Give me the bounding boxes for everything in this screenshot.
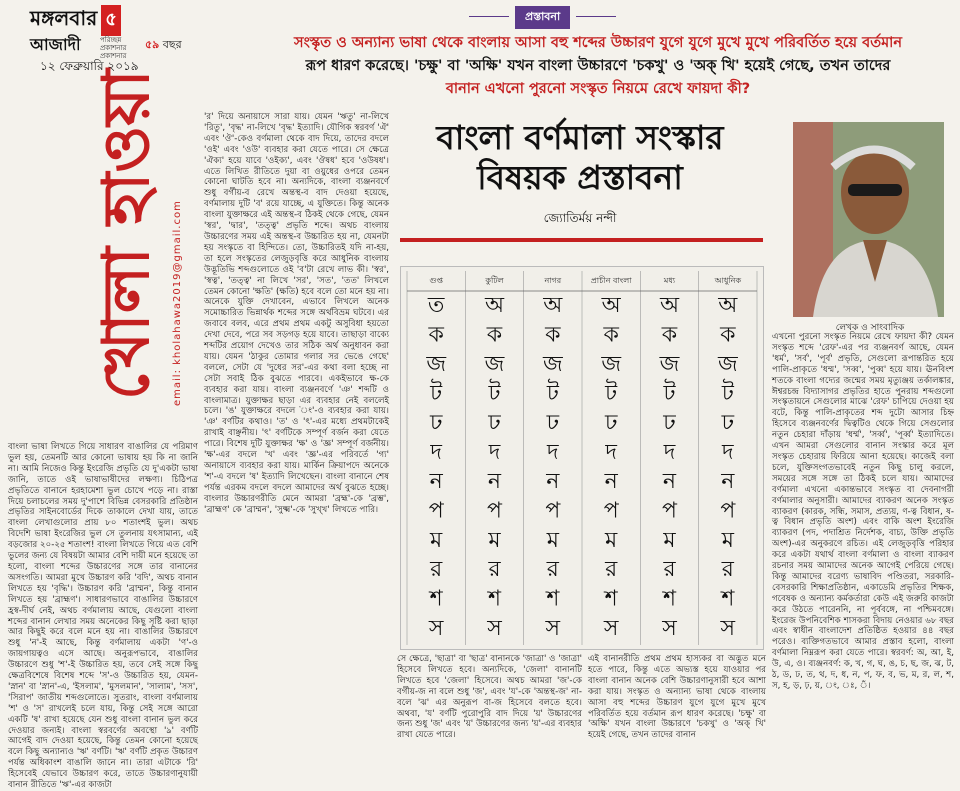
chart-glyph-cell: ক bbox=[545, 322, 561, 348]
chart-glyph-cell: ন bbox=[604, 469, 618, 495]
author-photo-illustration bbox=[793, 122, 944, 317]
paper-tagline: পরিচ্ছন্ন প্রকাশনার প্রকাশনার bbox=[100, 36, 127, 60]
chart-glyph-cell: ন bbox=[721, 469, 735, 495]
chart-glyph-cell: ট bbox=[605, 381, 618, 407]
chart-glyph-cell: ক bbox=[661, 322, 678, 348]
chart-glyph-cell: ঢ bbox=[546, 410, 560, 436]
chart-glyph-cell: ঢ bbox=[429, 410, 443, 436]
chart-glyph-cell: প bbox=[545, 498, 561, 524]
chart-glyph-cell: ম bbox=[430, 527, 443, 553]
chart-glyph-cell: স bbox=[662, 615, 677, 641]
chart-glyph-cell: অ bbox=[543, 293, 563, 319]
chart-glyph-cell: র bbox=[663, 557, 676, 583]
chart-glyph-cell: শ bbox=[721, 586, 735, 612]
alphabet-evolution-chart bbox=[400, 266, 764, 650]
chart-glyph-cell: দ bbox=[488, 439, 501, 465]
chart-glyph-cell: স bbox=[603, 615, 619, 641]
body-column-2: 'র' দিয়ে অনায়াসে সারা যায়। যেমন 'ঋতু' না-লিখে 'রিতু', 'বৃদ্ধ' না-লিখে 'বৃদ্ধ' ইত্যাদি। যৌগিক স্বরবর্ণ 'ঐ' এবং 'ঔ'-কেও বর্ণমালা থেকে বাদ দিয়ে, তাদের বদলে 'ওই' এবং 'ওউ' ব্যবহার করা যেতে পারে। সে ক্ষেত্রে 'ঐক্য' হয়ে যাবে 'ওইক্য', এবং 'ঔষধ' হবে 'ওউষধ'। এতে লিখিত রীতিতে দুয়া বা ওয়ুধের ওপরে তেমন কোনো ঘাটতি হবে না। অন্যদিকে, বাংলা ব্যঞ্জনবর্ণে শুধু বর্গীয়-ব রেখে অন্তস্থ-ব বাদ দেওয়া হয়েছে, বর্ণমালায় দুটি 'ব' রয়ে যাচ্ছে, এ যুক্তিতে। কিন্তু অনেক বাংলা যুক্তাক্ষরে এই অন্তস্থ-ব ঠিকই থেকে গেছে, যেমন 'স্বর', 'দ্বার', 'তত্ত্ব' প্রভৃতি শব্দে। অথচ বাংলায় উচ্চারণের সময় এই অন্তস্থ-ব উচ্চারিত হয় না, যেমনটা হয় সংস্কৃতে বা হিন্দিতে। তো, উচ্চারিতই যদি না-হয়, তা হলে সংস্কৃতের লেজুড়বৃত্তি করে আধুনিক বাংলায় উদ্ভূতিভি শব্দগুলোতে ওই 'ব'টা রেখে লাভ কী। 'স্বর', 'স্বত্ব', 'তত্ত্ব' না লিখে 'সর', 'সত', 'তত' লিখলে তেমন কোনো 'ক্ষতি' (ক্ষতি) হবে বলে তো মনে হয় না। অনেকে যুক্তি দেখাবেন, এভাবে লিখলে অনেক সমোচ্চারিত ভিন্নার্থক শব্দের সঙ্গে অর্থবিভ্রম ঘটবে। এর জবাবে বলব, এরে প্রথম প্রথম একটু অসুবিধা হয়তো দেখা দেবে, পরে সব সড়গড় হয়ে যাবে। তাছাড়া বাক্যে শব্দটির প্রয়োগ দেখেও তার সঠিক অর্থ অনুধাবন করা যায়। যেমন 'ঠাকুর তোমার গলার সর ভেঙে গেছে' বললে, সেটা যে 'দুধের সর'-এর কথা বলা হচ্ছে না সেটা সবাই ঠিক বুঝতে পারবে। একইভাবে ক্ষ-কে ব্যবহার করা যায়। বাংলা ব্যঞ্জনবর্ণে 'ঞ' শব্দটি ও বাংলামাত্র। যুক্তাক্ষর ছাড়া এর ব্যবহার নেই বললেই চলে। 'ঙ' যুক্তাক্ষরে বদলে 'ং'-ও ব্যবহার করা যায়। 'ঞ' বর্ণটির কথাও। 'ত' ও 'ৎ'-এর মধ্যে প্রথমটাকেই রাখাই বাঞ্ছনীয়। 'ৎ' বর্ণটিকে সম্পূর্ণ বর্জন করা যেতে পারে। বিশেষ দুটি যুক্তাক্ষর 'ক্ষ' ও 'জ্ঞ' সম্পূর্ণ বর্জনীয়। 'ক্ষ'-এর বদলে 'খ' এবং 'জ্ঞ'-এর পরিবর্তে 'গ্য' অনায়াসে ব্যবহার করা যায়। মার্কিন ক্রিয়াপদে অনেকে 'শ'-এ বদলে 'ষ' ইত্যাদি লিখেছেন। বাংলা বানানে শেষ পর্যন্ত এরকম বদলে বদলে আমাদের অর্থ বুঝতে হচ্ছে। বাংলার উচ্চারণরীতি মেনে আমরা 'ব্রহ্ম'-কে 'ব্রম্ভ', 'ব্রাহ্মণ' কে 'ব্রাম্মন', 'সুক্ষ্ম'-কে 'সুখ্খ' লিখতে পারি। bbox=[204, 112, 389, 515]
chart-glyph-cell: জ bbox=[717, 351, 738, 377]
chart-glyph-cell: জ bbox=[601, 351, 622, 377]
section-logo bbox=[30, 69, 190, 410]
chart-glyph-cell: র bbox=[721, 557, 734, 583]
chart-glyph-cell: জ bbox=[484, 351, 505, 377]
chart-glyph-cell: প bbox=[487, 498, 502, 524]
chart-glyph-cell: প bbox=[603, 498, 619, 524]
masthead-day: মঙ্গলবার ৫ bbox=[30, 4, 121, 37]
lead-part1: সংস্কৃত ও অন্যান্য ভাষা থেকে বাংলায় আসা বহু শব্দের উচ্চারণ যুগে যুগে মুখে মুখে পরিবর্তিত হয়ে বর্তমান bbox=[293, 35, 902, 51]
chart-glyph-cell: শ bbox=[429, 586, 443, 612]
section-logo-text: খোলা হাওয়া bbox=[89, 69, 164, 400]
photo-caption: লেখক ও সাংবাদিক bbox=[835, 323, 905, 333]
chart-glyph-cell: ট bbox=[721, 381, 734, 407]
chart-glyph-cell: অ bbox=[484, 293, 505, 319]
chart-glyph-cell: ক bbox=[603, 322, 619, 348]
body-column-4: এই বানানরীতি প্রথম প্রথম হাস্যকর বা অদ্ভুত মনে হতে পারে, কিন্তু এতে অভ্যস্ত হয়ে যাওয়ার পর বাংলা বানান অনেক বেশি উচ্চারণানুসারী হবে আশা করা যায়। সংস্কৃত ও অন্যান্য ভাষা থেকে বাংলায় আসা বহু শব্দের উচ্চারণ যুগে যুগে মুখে মুখে পরিবর্তিত হয়ে বর্তমান রূপ ধারণ করেছে। 'চক্ষু' বা 'অক্ষি' যখন বাংলা উচ্চারণে 'চকখু' ও 'অক্ খি' হয়েই গেছে, তখন তাদের বানান bbox=[588, 654, 766, 741]
title-line1: বাংলা বর্ণমালা সংস্কার bbox=[436, 118, 724, 157]
chart-glyph-cell: জ bbox=[659, 351, 680, 377]
chart-header-cell: গুপ্ত bbox=[429, 276, 444, 285]
chart-glyph-cell: ম bbox=[605, 527, 618, 553]
chart-glyph-cell: শ bbox=[662, 586, 677, 612]
chart-glyph-cell: স bbox=[545, 615, 561, 641]
chart-glyph-cell: স bbox=[487, 615, 502, 641]
chart-glyph-cell: ট bbox=[663, 381, 676, 407]
chart-glyph-cell: দ bbox=[663, 439, 676, 465]
section-email: email: kholahawa2019@gmail.com bbox=[172, 200, 183, 406]
article-lead bbox=[248, 32, 948, 101]
title-line2: বিষয়ক প্রস্তাবনা bbox=[477, 158, 683, 197]
chart-glyph-cell: ক bbox=[428, 322, 444, 348]
chart-glyph-cell: ঢ bbox=[488, 410, 501, 436]
day-number-badge: ৫ bbox=[101, 5, 121, 36]
chart-header-cell: আধুনিক bbox=[714, 276, 742, 285]
chart-glyph-cell: ন bbox=[487, 469, 502, 495]
chart-glyph-cell: দ bbox=[547, 439, 559, 465]
chart-glyph-cell: অ bbox=[718, 293, 738, 319]
chart-glyph-cell: র bbox=[605, 557, 618, 583]
chart-glyph-cell: ন bbox=[662, 469, 677, 495]
chart-glyph-cell: র bbox=[488, 557, 501, 583]
chart-glyph-cell: ক bbox=[486, 322, 503, 348]
body-column-5: এখনো পুরনো সংস্কৃত নিয়মে রেখে ফায়দা কী? যেমন সংস্কৃত শব্দে 'রেফ'-এর পর ব্যঞ্জনবর্ণ আছে, যেমন 'ধর্ম', 'সর্ব', 'পূর্ব' প্রভৃতি, সেগুলো রূপান্তরিত হয়ে পালি-প্রাকৃতে 'ধম্ম', 'সব্ব', 'পুব্ব' হয়ে যায়। ঊনবিংশ শতকে বাংলা গদ্যের জন্মের সময় মৃত্যুঞ্জয় তর্কালঙ্কার, ঈশ্বরচন্দ্র বিদ্যাসাগর প্রভৃতির হাতে পুনরায় শব্দগুলো সংস্কৃতায়নে সেগুলোর মাঝে 'রেফ' চাপিয়ে দেওয়া হয় বটে, কিন্তু পালি-প্রাকৃতের শব্দ দুটো আসার চিহ্ন হিসেবে ব্যঞ্জনবর্ণের দ্বিত্বটিও থেকে গিয়ে সেগুলোর নতুন চেহারা দাঁড়ায় 'ধর্ম্ম', 'সর্ব্ব', 'পূর্ব্ব' ইত্যাদিতে। এখন আমরা সেগুলোর বানান সংস্কার করে মূল সংস্কৃত চেহারায় ফিরিয়ে আনা হয়েছে। কাজেই বলা চলে, যুক্তিসংগতভাবেই নতুন কিছু চালু করলে, সময়ের সঙ্গে সঙ্গে তা ঠিকই চলে যায়। আমাদের বর্ণমালা এখনো একান্তভাবে সংস্কৃত বা দেবনাগরী বর্ণমালার অনুসারী। আমাদের ব্যাকরণ অনেক সংস্কৃত ব্যাকরণ (কারক, সন্ধি, সমাস, প্রত্যয়, ণ-ত্ব বিধান, ষ-ত্ব বিধান প্রভৃতি অংশ) এবং বাকি অংশ ইংরেজি ব্যাকরণ (পদ, পদাশ্রিত নির্দেশক, বাচ্য, উক্তি প্রভৃতি অংশ)-এর অনুকরণে রচিত। এই লেজুড়বৃত্তি পরিহার করে একটা যথার্থ বাংলা বর্ণমালা ও বাংলা ব্যাকরণ রচনার সময় আমাদের অনেক আগেই পেরিয়ে গেছে। কিন্তু আমাদের বরেণ্য ভাষাবিদ পণ্ডিতরা, সরকারি-বেসরকারি শিক্ষাপ্রতিষ্ঠান, একাডেমি প্রভৃতির শিক্ষক, গবেষক ও অন্যান্য কর্মকর্তারা কেউ এই জরুরি কাজটা করে উঠতে পারেননি, না পূর্ববঙ্গে, না পশ্চিমবঙ্গে। ইংরেজ উপনিবেশিক শাসকরা বিদায় নেওয়ার ৬৮ বছর এবং স্বাধীন বাংলাদেশ প্রতিষ্ঠিত হওয়ার ৪৪ বছর পরেও। ব্যক্তিগতভাবে আমার প্রস্তাব হলো, বাংলা বর্ণমালা নিম্নরূপ করা যেতে পারে। স্বরবর্ণ: অ, আ, ই, উ, এ, ও। ব্যঞ্জনবর্ণ: ক, খ, গ, ঘ, ঙ, চ, ছ, জ, ঝ, ট, ঠ, ড, ঢ, ত, থ, দ, ধ, ন, প, ফ, ব, ভ, ম, র, ল, শ, স, হ, ড়, ঢ়, য়, ং, ঃ, ঁ। bbox=[772, 332, 954, 691]
article-byline: জ্যোতির্ময় নন্দী bbox=[543, 211, 617, 225]
chart-glyph-cell: প bbox=[428, 498, 444, 524]
issue-date: ১২ ফেব্রুয়ারি ২০১৯ bbox=[40, 59, 139, 73]
chart-glyph-cell: র bbox=[546, 557, 559, 583]
chart-glyph-cell: ম bbox=[663, 527, 676, 553]
chart-header-cell: নাগর bbox=[544, 276, 562, 285]
chart-glyph-cell: জ bbox=[426, 351, 447, 377]
title-divider bbox=[400, 238, 763, 242]
chart-header-cell: প্রাচীন বাংলা bbox=[590, 276, 632, 285]
chart-glyph-cell: ম bbox=[546, 527, 559, 553]
chart-glyph-cell: ঢ bbox=[721, 410, 735, 436]
chart-glyph-cell: শ bbox=[546, 586, 560, 612]
lead-part3: বানান এখনো পুরনো সংস্কৃত নিয়মে রেখে ফায়দা কী? bbox=[445, 81, 751, 97]
chart-glyph-cell: জ bbox=[542, 351, 563, 377]
chart-glyph-cell: ট bbox=[546, 381, 559, 407]
chart-glyph-cell: অ bbox=[659, 293, 680, 319]
chart-glyph-cell: স bbox=[428, 615, 444, 641]
chart-glyph-cell: ম bbox=[488, 527, 501, 553]
chart-glyph-cell: র bbox=[430, 557, 443, 583]
paper-year: ৫৯ বছর bbox=[145, 38, 182, 51]
author-photo bbox=[793, 122, 944, 317]
chart-header-cell: কুটিল bbox=[485, 276, 504, 285]
body-column-1: বাংলা ভাষা লিখতে গিয়ে সাধারণ বাঙালির যে পরিমাণ ভুল হয়, তেমনটি আর কোনো ভাষায় হয় কি না জানি না। আমি নিজেও কিন্তু ইংরেজি প্রভৃতি যে দু'একটা ভাষা জানি, তাতে ওই ভাষাভাষীদের লক্ষণ্য। চিঠিপত্র প্রভৃতিতে বানানে হরহামেশা ভুল চোখে পড়ে না। রাস্তা দিয়ে চলাচলের সময় দু'পাশে বিভিন্ন বেসরকারি প্রতিষ্ঠান প্রভৃতির সাইনবোর্ডের দিকে তাকালে দেখা যায়, তাতে বাংলা লেখাগুলোর প্রায় ৮০ শতাংশই ভুল। অথচ বিদেশি ভাষা ইংরেজির ভুল সে তুলনায় যৎসামান্য, এই বড়জোর ২০-২৫ শতাংশ! বাংলা লিখতে গিয়ে এত বেশি ভুলের জন্য যে বিষয়টা আমার বেশি দায়ী মনে হয়েছে তা হলো, বাংলা শব্দের উচ্চারণের সঙ্গে তার বানানের অসংগতি। আমরা মুখে উচ্চারণ করি 'বদি', অথচ বানান লিখতে হয় 'বৃদ্ধি'। উচ্চারণ করি 'ব্রাম্মন', কিন্তু বানান লিখতে হয় 'ব্রাহ্মণ'। সাধারণভাবে বাঙালির উচ্চারণে হ্রস্ব-দীর্ঘ নেই, অথচ বর্ণমালায় আছে, যেগুলো বাংলা শব্দের বানান লেখার সময় অনেকের কিছু সৃষ্টি করা ছাড়া আর কিছুই করে বলে মনে হয় না। বাঙালির উচ্চারণে শুধু 'ন'-ই আছে, কিন্তু বর্ণমালায় একটা 'ণ'-ও জায়গায়ত্বও এসে আছে। অনুরূপভাবে, বাঙালির উচ্চারণে শুধু 'শ'-ই উচ্চারিত হয়, তবে সেই সঙ্গে কিছু ক্ষেত্রবিশেষে বিশেষ শব্দে 'স'-ও উচ্চারিত হয়, যেমন- 'স্নান' বা 'স্নান'-এ, 'ইসলাম', 'মুসলমান', 'সালাম', 'সস', 'সিরাপ' জাতীয় শব্দগুলোতে। সুতরাং, বাংলা বর্ণমালায় 'শ' ও 'স' রাখলেই চলে যায়, কিন্তু সেই সঙ্গে আরো একটি 'ষ' রাখা হয়েছে যেন শুধু বাংলা বানান ভুল করে দেওয়ার জন্যই। বাংলা স্বরবর্ণের অবস্থো 'ঌ' বর্ণটি আগেই বাদ দেওয়া হয়েছে, কিন্তু তেমন কোনো হয়েছে বলে কিছু অন্যান্যও 'ঋ' বর্ণটি। 'ঋ' বর্ণটি প্রকৃত উচ্চারণ পর্যন্ত অধিকাংশ বাঙালি জানে না। তারা এটাকে 'রি' হিসেবেই যেভাবে উচ্চারণ করে, তাতে উচ্চারণানুযায়ী বানান রীতিতে 'ঋ'-এর কাজটা bbox=[8, 442, 198, 791]
chart-glyph-cell: ক bbox=[720, 322, 736, 348]
chart-glyph-cell: ন bbox=[546, 469, 560, 495]
article-title bbox=[400, 118, 760, 198]
chart-header-cell: মধ্য bbox=[663, 276, 676, 285]
body-column-3: সে ক্ষেত্রে, 'ছাত্রা' বা 'ছাত্র' বানানকে 'জাত্রা' ও 'জাত্রা' হিসেবে লিখতে হবে। অন্যদিকে, 'জেলা' বানানটি লিখতে হবে 'জেলা' হিসেবে। অথচ আমরা 'জ'-কে বর্গীয়-জ না বলে শুধু 'জ', এবং 'য'-কে 'অন্তস্থ-জ' না-বলে 'ঝ' এর অনুরূপ বা-জ হিসেবে বলতে হবে। অথবা, 'য' বর্ণটি পুরোপুরি বাদ দিয়ে 'য়' উচ্চারণের জন্য শুধু 'জ' এবং 'য়' উচ্চারণের জন্য 'য়'-এর ব্যবহার রাখা যেতে পারে। bbox=[397, 654, 582, 741]
chart-glyph-cell: ঢ bbox=[604, 410, 618, 436]
chart-glyph-cell: প bbox=[662, 498, 677, 524]
chart-glyph-cell: ট bbox=[488, 381, 501, 407]
chart-glyph-cell: দ bbox=[722, 439, 734, 465]
chart-glyph-cell: ট bbox=[430, 381, 443, 407]
chart-glyph-cell: শ bbox=[487, 586, 502, 612]
article-tag: প্রস্তাবনা bbox=[515, 6, 570, 29]
lead-part2: রূপ ধারণ করেছে। 'চক্ষু' বা 'অক্ষি' যখন বাংলা উচ্চারণে 'চকখু' ও 'অক্ খি' হয়েই গেছে, তখন তাদের bbox=[305, 58, 891, 74]
chart-glyph-cell: দ bbox=[605, 439, 617, 465]
chart-glyph-cell: ঢ bbox=[663, 410, 676, 436]
chart-glyph-cell: ম bbox=[721, 527, 734, 553]
chart-glyph-cell: প bbox=[720, 498, 736, 524]
chart-glyph-cell: দ bbox=[430, 439, 442, 465]
chart-glyph-cell: ত bbox=[427, 293, 445, 319]
chart-glyph-cell: ন bbox=[429, 469, 443, 495]
chart-glyph-cell: শ bbox=[604, 586, 618, 612]
paper-name: আজাদী bbox=[30, 35, 81, 54]
chart-glyph-cell: অ bbox=[601, 293, 621, 319]
chart-glyph-cell: স bbox=[720, 615, 736, 641]
